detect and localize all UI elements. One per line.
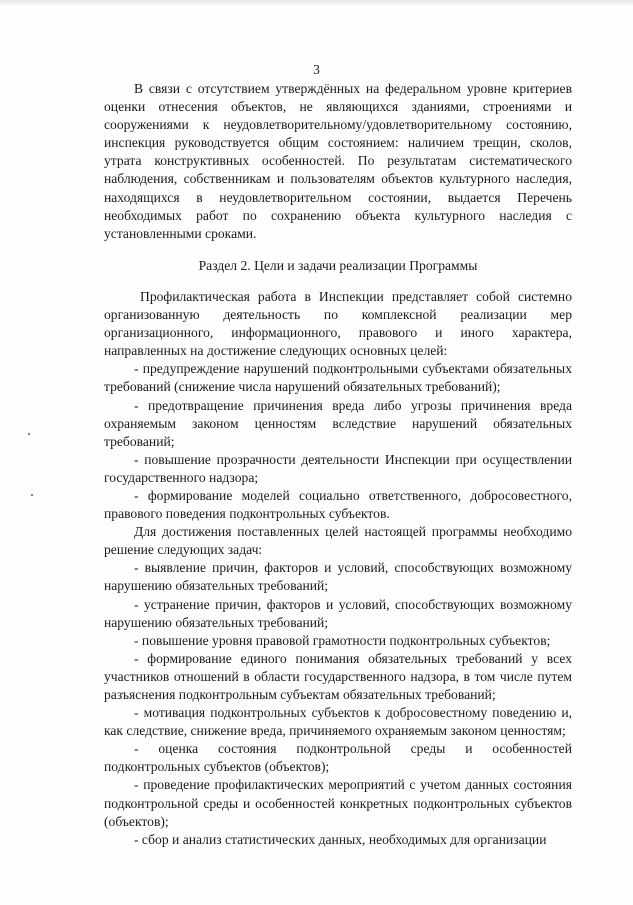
task-item: - формирование единого понимания обязательных требований у всех участников отношений в области государственного надзора, в том числе путем разъяснения подконтрольным субъектам обязательных требований; — [104, 650, 572, 702]
task-item: - оценка состояния подконтрольной среды и особенностей подконтрольных субъектов (объектов); — [104, 741, 572, 775]
goal-item: - формирование моделей социально ответственного, добросовестного, правового поведения подконтрольных субъектов. — [104, 487, 572, 522]
document-body — [104, 80, 572, 849]
section-heading: Раздел 2. Цели и задачи реализации Программы — [198, 257, 478, 273]
task-item: - выявление причин, факторов и условий, способствующих возможному нарушению обязательных требований; — [104, 560, 572, 594]
goal-item: - предупреждение нарушений подконтрольными субъектами обязательных требований (снижение числа нарушений обязательных требований); — [104, 361, 572, 395]
tasks-intro-paragraph: Для достижения поставленных целей настоящей программы необходимо решение следующих задач: — [104, 524, 572, 558]
scan-edge — [0, 0, 633, 6]
goal-item: - повышение прозрачности деятельности Инспекции при осуществлении государственного надзора; — [104, 451, 572, 485]
intro-paragraph: В связи с отсутствием утверждённых на федеральном уровне критериев оценки отнесения объектов, не являющихся зданиями, строениями и сооружениями к неудовлетворительному/удовлетворительному состоянию, инспекция руководствуется общим состоянием: наличием трещин, сколов, утрата конструктивных особенностей. По результатам систематического наблюдения, собственникам и пользователям объектов культурного наследия, находящихся в неудовлетворительном состоянии, выдается Перечень необходимых работ по сохранению объекта культурного наследия с установленными сроками. — [104, 81, 572, 241]
goal-item: - предотвращение причинения вреда либо угрозы причинения вреда охраняемым законом ценностям вследствие нарушений обязательных требований; — [104, 397, 572, 449]
goals-intro-paragraph: Профилактическая работа в Инспекции представляет собой системно организованную деятельность по комплексной реализации мер организационного, информационного, правового и иного характера, направленных на достижение следующих основных целей: — [104, 288, 572, 359]
task-item: - проведение профилактических мероприятий с учетом данных состояния подконтрольной среды и особенностей конкретных подконтрольных субъектов (объектов); — [104, 777, 572, 829]
task-item: - сбор и анализ статистических данных, необходимых для организации — [134, 831, 547, 847]
scan-speck — [31, 494, 33, 496]
page-number: 3 — [313, 62, 320, 77]
task-item: - мотивация подконтрольных субъектов к добросовестному поведению и, как следствие, снижение вреда, причиняемого охраняемым законом ценностям; — [104, 705, 572, 739]
task-item: - повышение уровня правовой грамотности подконтрольных субъектов; — [134, 632, 551, 648]
scan-speck — [28, 433, 30, 435]
task-item: - устранение причин, факторов и условий, способствующих возможному нарушению обязательных требований; — [104, 596, 572, 630]
